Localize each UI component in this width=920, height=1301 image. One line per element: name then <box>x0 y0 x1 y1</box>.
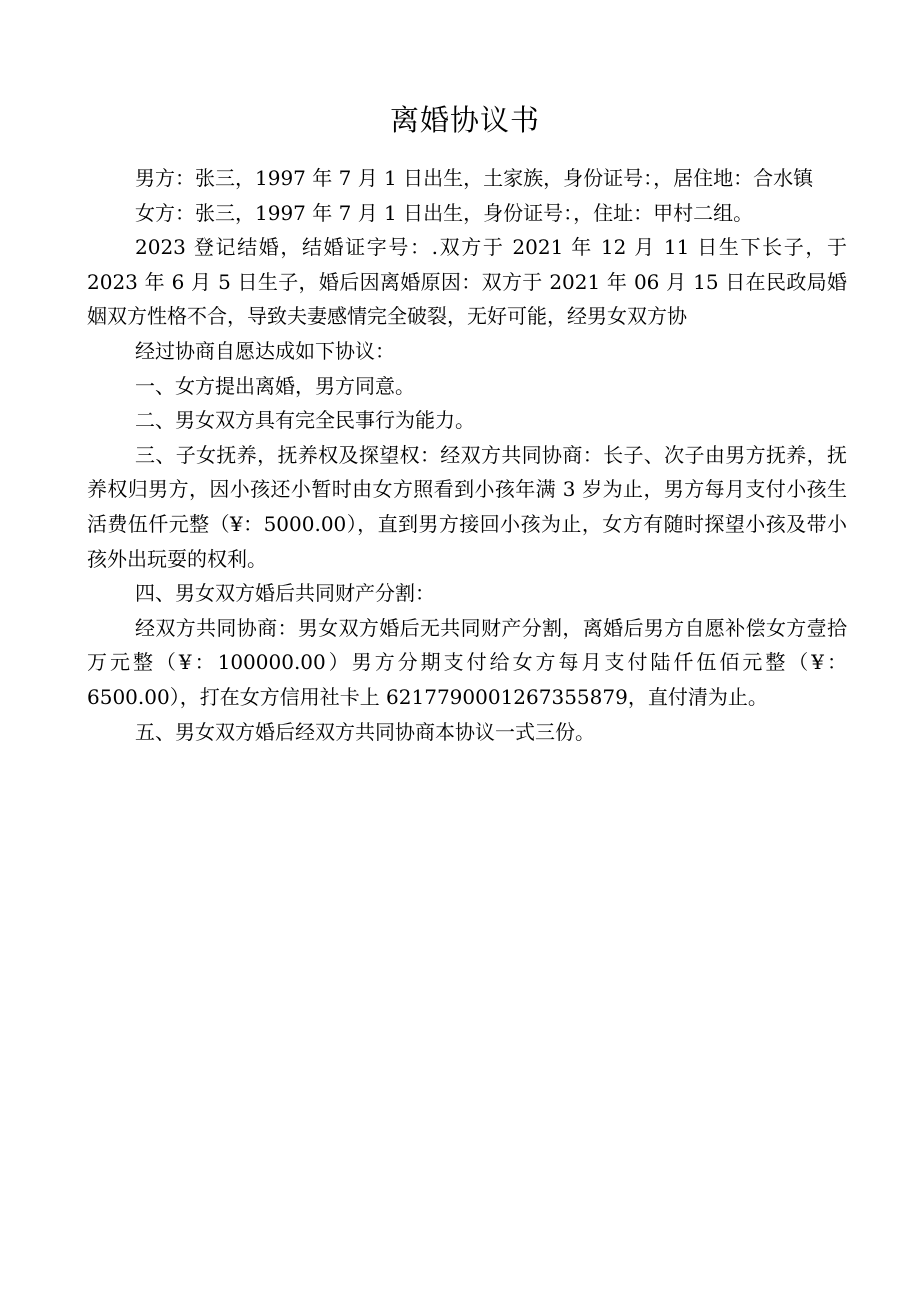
document-body <box>87 161 847 749</box>
document-title: 离婚协议书 <box>389 103 540 137</box>
paragraph-marriage-background: 2023 登记结婚，结婚证字号：.双方于 2021 年 12 月 11 日生下长子，于 2023 年 6 月 5 日生子，婚后因离婚原因：双方于 2021 年 06 月 15 日在民政局婚姻双方性格不合，导致夫妻感情完全破裂，无好可能，经男女双方协 <box>87 235 847 329</box>
clause-civil-capacity: 二、男女双方具有完全民事行为能力。 <box>135 408 475 433</box>
clause-divorce-consent: 一、女方提出离婚，男方同意。 <box>135 373 415 398</box>
clause-property-division: 经双方共同协商：男女双方婚后无共同财产分割，离婚后男方自愿补偿女方壹拾万元整（¥：100000.00）男方分期支付给女方每月支付陆仟伍佰元整（¥：6500.00），打在女方信用社卡上 6217790001267355879，直付清为止。 <box>87 615 847 709</box>
paragraph-agreement-intro: 经过协商自愿达成如下协议： <box>135 338 395 363</box>
paragraph-female-party: 女方：张三，1997 年 7 月 1 日出生，身份证号：，住址：甲村二组。 <box>135 200 754 225</box>
paragraph-male-party: 男方：张三，1997 年 7 月 1 日出生，土家族，身份证号：，居住地：合水镇 <box>135 166 814 190</box>
clause-copies: 五、男女双方婚后经双方共同协商本协议一式三份。 <box>135 719 595 744</box>
clause-child-custody: 三、子女抚养，抚养权及探望权：经双方共同协商：长子、次子由男方抚养，抚养权归男方，因小孩还小暂时由女方照看到小孩年满 3 岁为止，男方每月支付小孩生活费伍仟元整（¥：5000.00），直到男方接回小孩为止，女方有随时探望小孩及带小孩外出玩耍的权利。 <box>87 442 847 571</box>
clause-property-division-heading: 四、男女双方婚后共同财产分割： <box>135 581 435 606</box>
